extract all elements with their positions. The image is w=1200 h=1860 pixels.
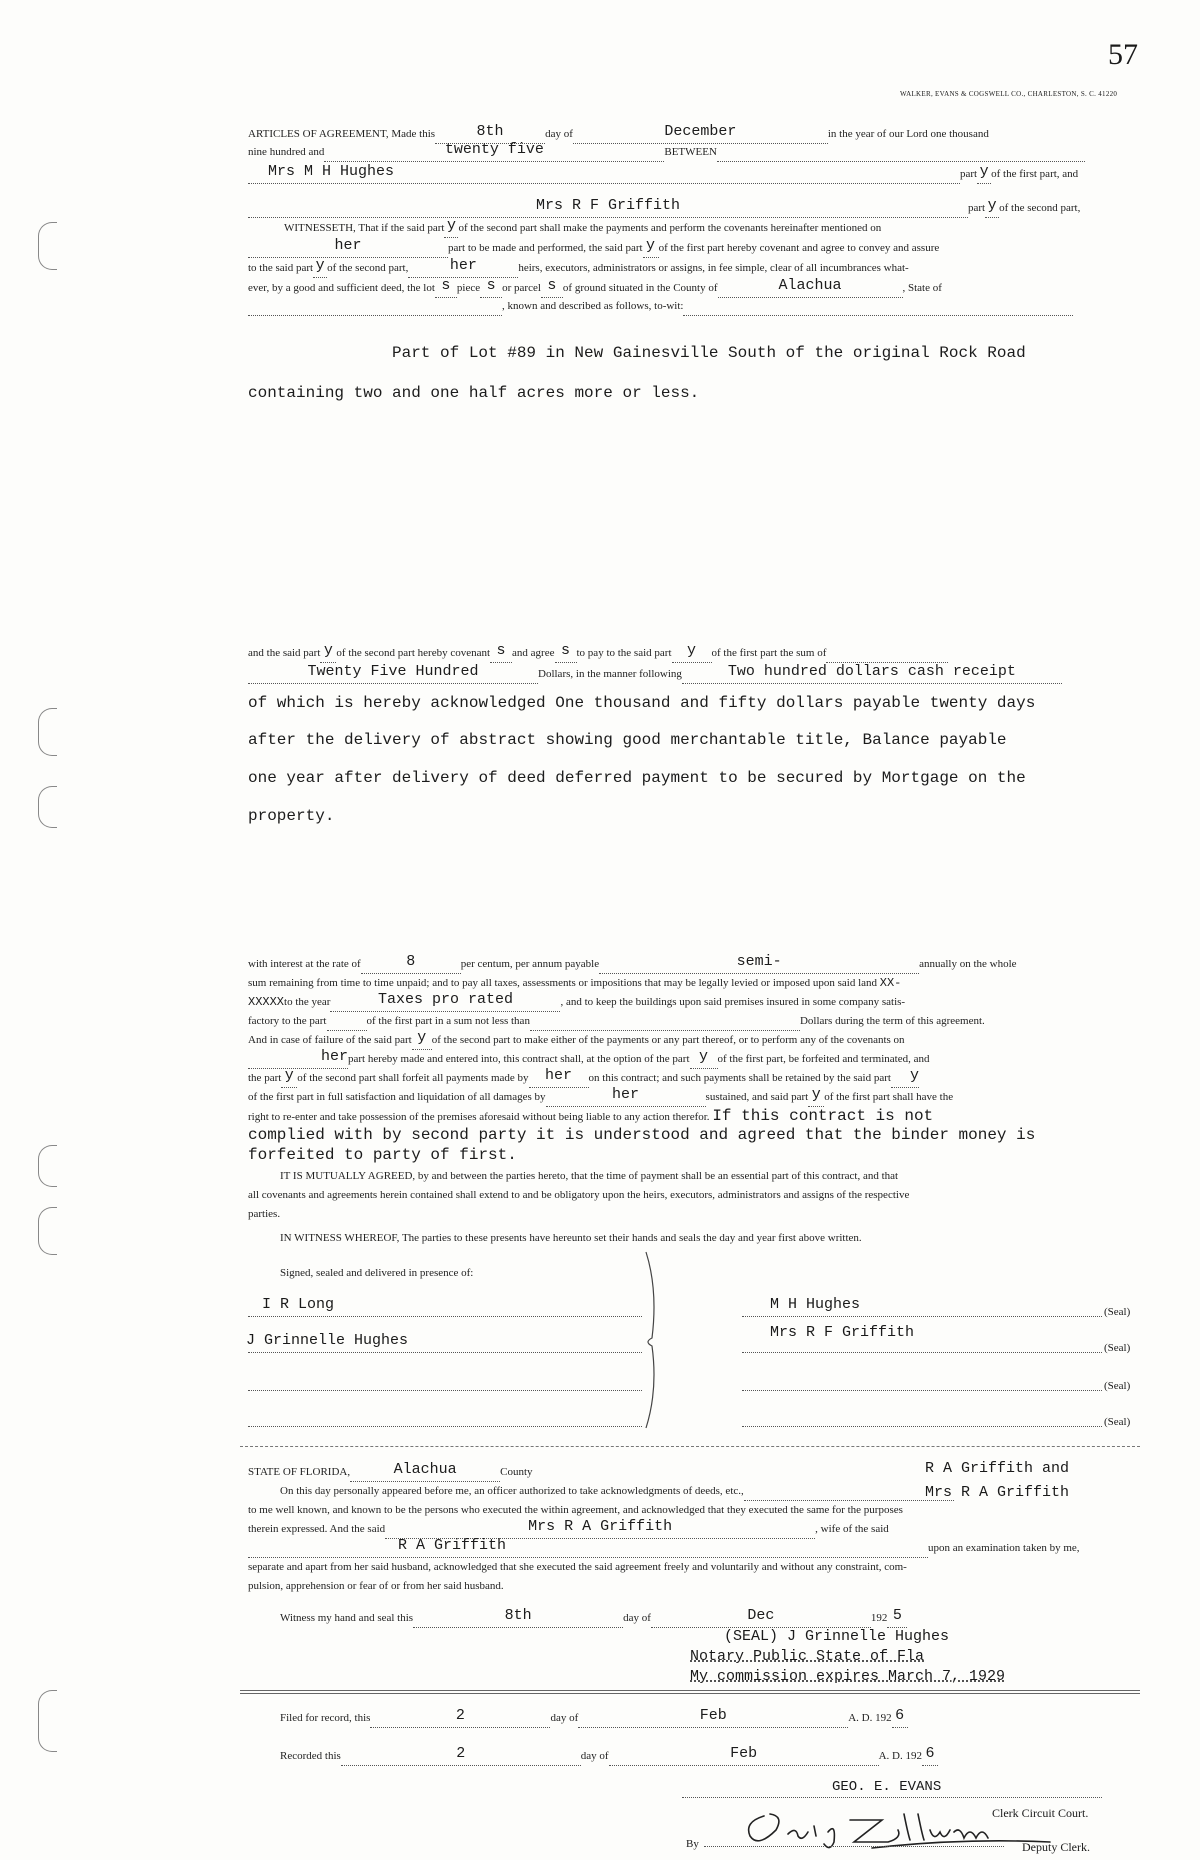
ack-wife-name: Mrs R A Griffith bbox=[528, 1518, 673, 1535]
witness-2-signature: J Grinnelle Hughes bbox=[246, 1332, 409, 1349]
notary-title: Notary Public State of Fla bbox=[690, 1648, 925, 1665]
binder-hole bbox=[38, 1207, 57, 1255]
binder-hole bbox=[38, 786, 57, 828]
signer-2-signature: Mrs R F Griffith bbox=[770, 1324, 915, 1341]
terms-line-4: factory to the part of the first part in a sum not less than Dollars during the term of this agreement. bbox=[248, 1011, 1140, 1031]
recorded-day: 2 bbox=[456, 1745, 466, 1762]
witness-year: 5 bbox=[892, 1607, 902, 1624]
binder-hole bbox=[38, 1690, 57, 1752]
signature-brace bbox=[640, 1250, 664, 1430]
page-number: 57 bbox=[1108, 38, 1138, 71]
agreement-day: 8th bbox=[476, 123, 504, 140]
mutual-agreement-line-1: IT IS MUTUALLY AGREED, by and between the parties hereto, that the time of payment shall be an essential part of this contract, and that bbox=[280, 1170, 899, 1182]
recorded-year: 6 bbox=[925, 1745, 935, 1762]
filed-month: Feb bbox=[699, 1707, 727, 1724]
agreement-line-2: nine hundred and twenty five BETWEEN bbox=[248, 142, 1140, 162]
witness-line-4 bbox=[248, 1426, 642, 1427]
county-name: Alachua bbox=[778, 277, 842, 294]
second-party-name: Mrs R F Griffith bbox=[535, 197, 681, 214]
ack-names-1: R A Griffith and bbox=[925, 1460, 1070, 1477]
witness-line-2 bbox=[248, 1352, 642, 1353]
signer-line-3 bbox=[742, 1390, 1102, 1391]
seal-label: (Seal) bbox=[1104, 1380, 1131, 1392]
ack-names-2: Mrs R A Griffith bbox=[925, 1484, 1070, 1501]
agreement-month: December bbox=[664, 123, 737, 140]
terms-line-8: of the first part in full satisfaction and liquidation of all damages by her sustained, and said part y of the first part shall have the bbox=[248, 1087, 1140, 1107]
binder-hole bbox=[38, 1145, 57, 1187]
witnesseth-line-4: ever, by a good and sufficient deed, the lot s piece s or parcel s of ground situated in the County of Alachua , State of bbox=[248, 278, 1140, 298]
signer-line-1 bbox=[742, 1316, 1102, 1317]
ack-line-2: to me well known, and known to be the persons who executed the within agreement, and acknowledged that they executed the same for the purposes bbox=[248, 1504, 903, 1516]
forfeit-clause-line-1: complied with by second party it is understood and agreed that the binder money is bbox=[248, 1126, 1036, 1144]
clerk-title: Clerk Circuit Court. bbox=[992, 1806, 1089, 1820]
printer-imprint: WALKER, EVANS & COGSWELL CO., CHARLESTON, S. C. 41220 bbox=[900, 90, 1118, 98]
terms-line-6: herpart hereby made and entered into, this contract shall, at the option of the part y of the first part, be forfeited and terminated, and bbox=[248, 1049, 1140, 1069]
payment-terms-line-4: property. bbox=[248, 807, 335, 825]
in-witness-whereof: IN WITNESS WHEREOF, The parties to these presents have hereunto set their hands and seals the day and year first above written. bbox=[280, 1232, 862, 1244]
signer-line-2 bbox=[742, 1352, 1102, 1353]
witness-month: Dec bbox=[747, 1607, 775, 1624]
witness-line-1 bbox=[248, 1316, 642, 1317]
mutual-agreement-line-2: all covenants and agreements herein contained shall extend to and be obligatory upon the heirs, executors, administrators and assigns of the respective bbox=[248, 1189, 910, 1201]
payment-line-1: and the said part y of the second part hereby covenant s and agree s to pay to the said part y of the first part the sum of bbox=[248, 643, 1140, 663]
section-divider bbox=[240, 1446, 1140, 1447]
sum-amount: Twenty Five Hundred bbox=[307, 663, 479, 680]
payment-line-2: Twenty Five Hundred Dollars, in the manner following Two hundred dollars cash receipt bbox=[248, 664, 1140, 684]
witnesseth-line-5: , known and described as follows, to-wit: bbox=[248, 296, 1140, 316]
double-rule bbox=[240, 1690, 1140, 1694]
terms-line-2: sum remaining from time to time unpaid; and to pay all taxes, assessments or impositions that may be legally levied or imposed upon said land XX- bbox=[248, 976, 902, 990]
property-description-line-2: containing two and one half acres more or less. bbox=[248, 384, 700, 402]
first-party-name: Mrs M H Hughes bbox=[268, 163, 395, 180]
witnesseth-line-2: her part to be made and performed, the said part y of the first part hereby covenant and agree to convey and assure bbox=[248, 238, 1140, 258]
mutual-agreement-line-3: parties. bbox=[248, 1208, 281, 1220]
filed-day: 2 bbox=[455, 1707, 465, 1724]
by-label: By bbox=[686, 1838, 699, 1850]
taxes-note: Taxes pro rated bbox=[377, 991, 513, 1008]
binder-hole bbox=[38, 222, 57, 270]
terms-line-1: with interest at the rate of 8 per centum, per annum payable semi- annually on the whole bbox=[248, 954, 1140, 974]
terms-line-9: right to re-enter and take possession of the premises aforesaid without being liable to any action therefor. If this contract is not bbox=[248, 1107, 934, 1125]
witness-1-signature: I R Long bbox=[262, 1296, 335, 1313]
deputy-line bbox=[704, 1846, 1004, 1847]
terms-line-7: the part y of the second part shall forfeit all payments made by her on this contract; and such payments shall be retained by the said part y bbox=[248, 1068, 1140, 1088]
witnesseth-line-1: WITNESSETH, That if the said part y of the second part shall make the payments and perform the covenants hereinafter mentioned on bbox=[248, 218, 1140, 238]
forfeit-clause-line-2: forfeited to party of first. bbox=[248, 1146, 517, 1164]
ack-line-1: On this day personally appeared before me, an officer authorized to take acknowledgments of deeds, etc., bbox=[248, 1481, 1140, 1501]
signer-1-signature: M H Hughes bbox=[770, 1296, 861, 1313]
ack-line-5: separate and apart from her said husband, acknowledged that she executed the said agreement freely and voluntarily and without any constraint, com- bbox=[248, 1561, 907, 1573]
ack-line-4: R A Griffith upon an examination taken by me, bbox=[248, 1538, 1140, 1558]
recorded-line: Recorded this 2 day of Feb A. D. 192 6 bbox=[248, 1746, 1140, 1766]
witnesseth-line-3: to the said part y of the second part, her heirs, executors, administrators or assigns, in fee simple, clear of all incumbrances what- bbox=[248, 258, 1140, 278]
interest-rate: 8 bbox=[406, 953, 416, 970]
seal-label: (Seal) bbox=[1104, 1342, 1131, 1354]
witness-hand-line: Witness my hand and seal this 8th day of Dec 192 5 bbox=[248, 1608, 1140, 1628]
payable-frequency: semi- bbox=[736, 953, 782, 970]
ack-line-6: pulsion, apprehension or fear of or from her said husband. bbox=[248, 1580, 504, 1592]
payment-manner: Two hundred dollars cash receipt bbox=[727, 663, 1016, 680]
payment-terms-line-3: one year after delivery of deed deferred payment to be secured by Mortgage on the bbox=[248, 769, 1026, 787]
agreement-line-3: Mrs M H Hughes part y of the first part, and bbox=[248, 164, 1140, 184]
ack-line-3: therein expressed. And the said Mrs R A Griffith , wife of the said bbox=[248, 1519, 1140, 1539]
agreement-year: twenty five bbox=[444, 141, 544, 158]
seal-label: (Seal) bbox=[1104, 1306, 1131, 1318]
property-description-line-1: Part of Lot #89 in New Gainesville South of the original Rock Road bbox=[392, 344, 1026, 362]
witness-line-3 bbox=[248, 1390, 642, 1391]
seal-label: (Seal) bbox=[1104, 1416, 1131, 1428]
filed-year: 6 bbox=[895, 1707, 905, 1724]
notary-signature: (SEAL) J Grinnelle Hughes bbox=[724, 1628, 950, 1645]
ack-county: Alachua bbox=[393, 1461, 457, 1478]
deputy-title: Deputy Clerk. bbox=[1022, 1840, 1090, 1854]
terms-line-5: And in case of failure of the said part y of the second part to make either of the payments or any part thereof, or to perform any of the covenants on bbox=[248, 1030, 1140, 1050]
agreement-line-4: Mrs R F Griffith part y of the second part, bbox=[248, 198, 1140, 218]
state-line: STATE OF FLORIDA, Alachua County bbox=[248, 1462, 1140, 1482]
signed-in-presence: Signed, sealed and delivered in presence of: bbox=[280, 1267, 474, 1279]
clerk-line bbox=[682, 1797, 1102, 1798]
payment-terms-line-1: of which is hereby acknowledged One thousand and fifty dollars payable twenty days bbox=[248, 694, 1036, 712]
clerk-name: GEO. E. EVANS bbox=[832, 1779, 942, 1795]
notary-commission: My commission expires March 7, 1929 bbox=[690, 1668, 1006, 1685]
binder-hole bbox=[38, 708, 57, 756]
witness-day: 8th bbox=[504, 1607, 532, 1624]
recorded-month: Feb bbox=[730, 1745, 758, 1762]
filed-for-record-line: Filed for record, this 2 day of Feb A. D. 192 6 bbox=[248, 1708, 1140, 1728]
ack-husband-name: R A Griffith bbox=[398, 1537, 507, 1554]
terms-line-3: XXXXXto the year Taxes pro rated , and to keep the buildings upon said premises insured in some company satis- bbox=[248, 992, 1140, 1012]
payment-terms-line-2: after the delivery of abstract showing good merchantable title, Balance payable bbox=[248, 731, 1007, 749]
agreement-line-1: ARTICLES OF AGREEMENT, Made this 8th day of December in the year of our Lord one thousand bbox=[248, 124, 1140, 144]
signer-line-4 bbox=[742, 1426, 1102, 1427]
